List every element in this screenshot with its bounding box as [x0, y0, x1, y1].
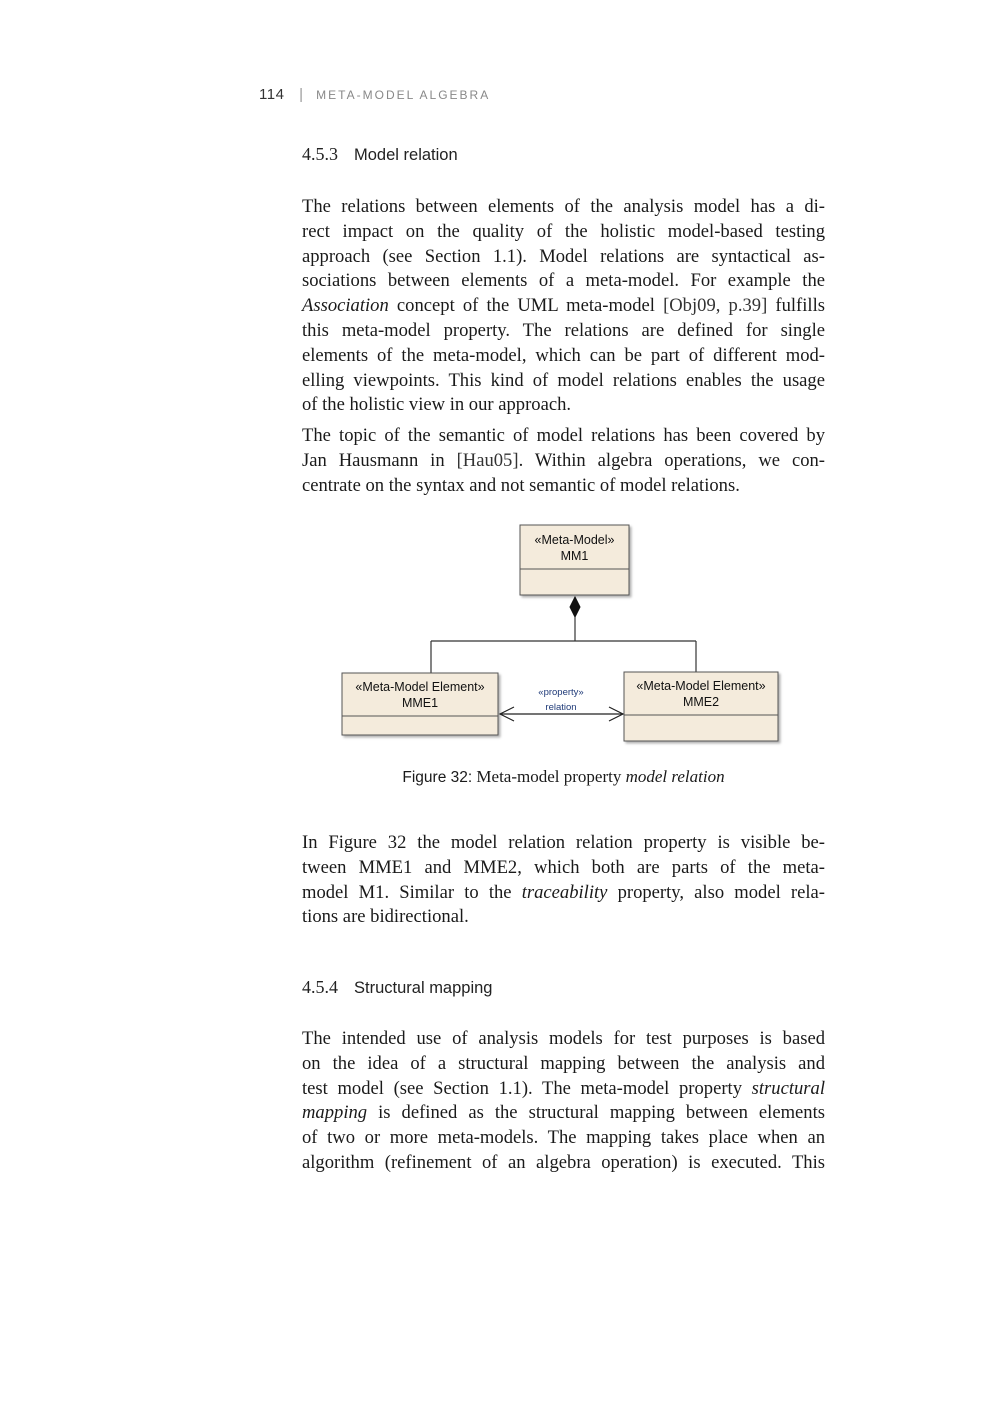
section-title: Structural mapping — [354, 979, 493, 997]
text-line: tween MME1 and MME2, which both are parts of the meta- — [302, 856, 825, 878]
mme1-stereotype: «Meta-Model Element» — [355, 680, 485, 694]
text-line — [302, 1077, 825, 1102]
text-line: rect impact on the quality of the holistic model-based testing — [302, 220, 825, 242]
text-line — [302, 1101, 825, 1126]
mme2-name: MME2 — [682, 695, 720, 709]
text-line: this meta-model property. The relations are defined for single — [302, 319, 825, 341]
text-line: sociations between elements of a meta-model. For example the — [302, 270, 825, 292]
text-run: property, also model rela- — [607, 881, 825, 903]
paragraph-structural-mapping — [302, 1027, 825, 1176]
text-line: approach (see Section 1.1). Model relations are syntactical as- — [302, 245, 825, 267]
class-box-mme1 — [342, 673, 498, 735]
composition-connector — [431, 597, 696, 673]
text-line: The relations between elements of the analysis model has a di- — [302, 196, 825, 217]
caption-emphasis: model relation — [625, 767, 725, 786]
mme1-name: MME1 — [401, 696, 439, 710]
emphasis-association: Association — [302, 295, 389, 317]
text-line: tions are bidirectional. — [302, 906, 469, 928]
class-box-mme2 — [624, 672, 778, 741]
mm1-stereotype: «Meta-Model» — [534, 533, 615, 547]
text-line: In Figure 32 the model relation relation property is visible be- — [302, 832, 825, 853]
text-line: on the idea of a structural mapping between the analysis and — [302, 1052, 825, 1074]
emphasis-traceability: traceability — [521, 881, 608, 903]
text-line: The topic of the semantic of model relations has been covered by — [302, 425, 825, 446]
class-box-mm1 — [520, 525, 629, 595]
text-run: fulfills — [767, 295, 825, 317]
text-line — [302, 881, 825, 906]
text-run: is defined as the structural mapping between elements — [367, 1102, 825, 1124]
text-line: The intended use of analysis models for test purposes is based — [302, 1028, 825, 1049]
relation-name: relation — [545, 702, 577, 713]
text-line: elling viewpoints. This kind of model relations enables the usage — [302, 369, 825, 391]
section-number: 4.5.3 — [302, 144, 338, 164]
text-run: concept of the UML meta-model — [388, 295, 664, 317]
page-number: 114 — [259, 86, 285, 103]
mme2-stereotype: «Meta-Model Element» — [636, 679, 766, 693]
text-line: centrate on the syntax and not semantic of model relations. — [302, 474, 740, 496]
text-run: model M1. Similar to the — [302, 881, 522, 903]
text-line: algorithm (refinement of an algebra operation) is executed. This — [302, 1151, 825, 1173]
figure-caption — [302, 767, 825, 787]
text-line: elements of the meta-model, which can be part of different mod- — [302, 344, 825, 366]
paragraph-figure-explanation — [302, 831, 825, 930]
relation-association — [500, 687, 623, 721]
header-separator: | — [299, 86, 304, 103]
citation-hau05[interactable]: [Hau05] — [456, 449, 519, 471]
composition-diamond — [570, 597, 580, 617]
caption-label: Figure 32: — [402, 769, 473, 786]
caption-text: Meta-model property — [476, 767, 626, 786]
section-heading-structural-mapping — [302, 977, 493, 998]
emphasis-structural: structural — [751, 1077, 825, 1099]
citation-obj09[interactable]: [Obj09, p.39] — [663, 295, 768, 317]
section-title: Model relation — [354, 146, 458, 164]
text-run: Jan Hausmann in — [302, 449, 457, 471]
mm1-name: MM1 — [560, 549, 589, 563]
emphasis-mapping: mapping — [302, 1102, 368, 1124]
text-run: . Within algebra operations, we con- — [518, 449, 825, 471]
text-line: of two or more meta-models. The mapping takes place when an — [302, 1127, 825, 1149]
section-number: 4.5.4 — [302, 977, 338, 997]
chapter-title: META-MODEL ALGEBRA — [316, 88, 491, 102]
text-line: of the holistic view in our approach. — [302, 394, 572, 416]
relation-stereotype: «property» — [538, 687, 584, 698]
text-run: test model (see Section 1.1). The meta-model property — [302, 1077, 752, 1099]
